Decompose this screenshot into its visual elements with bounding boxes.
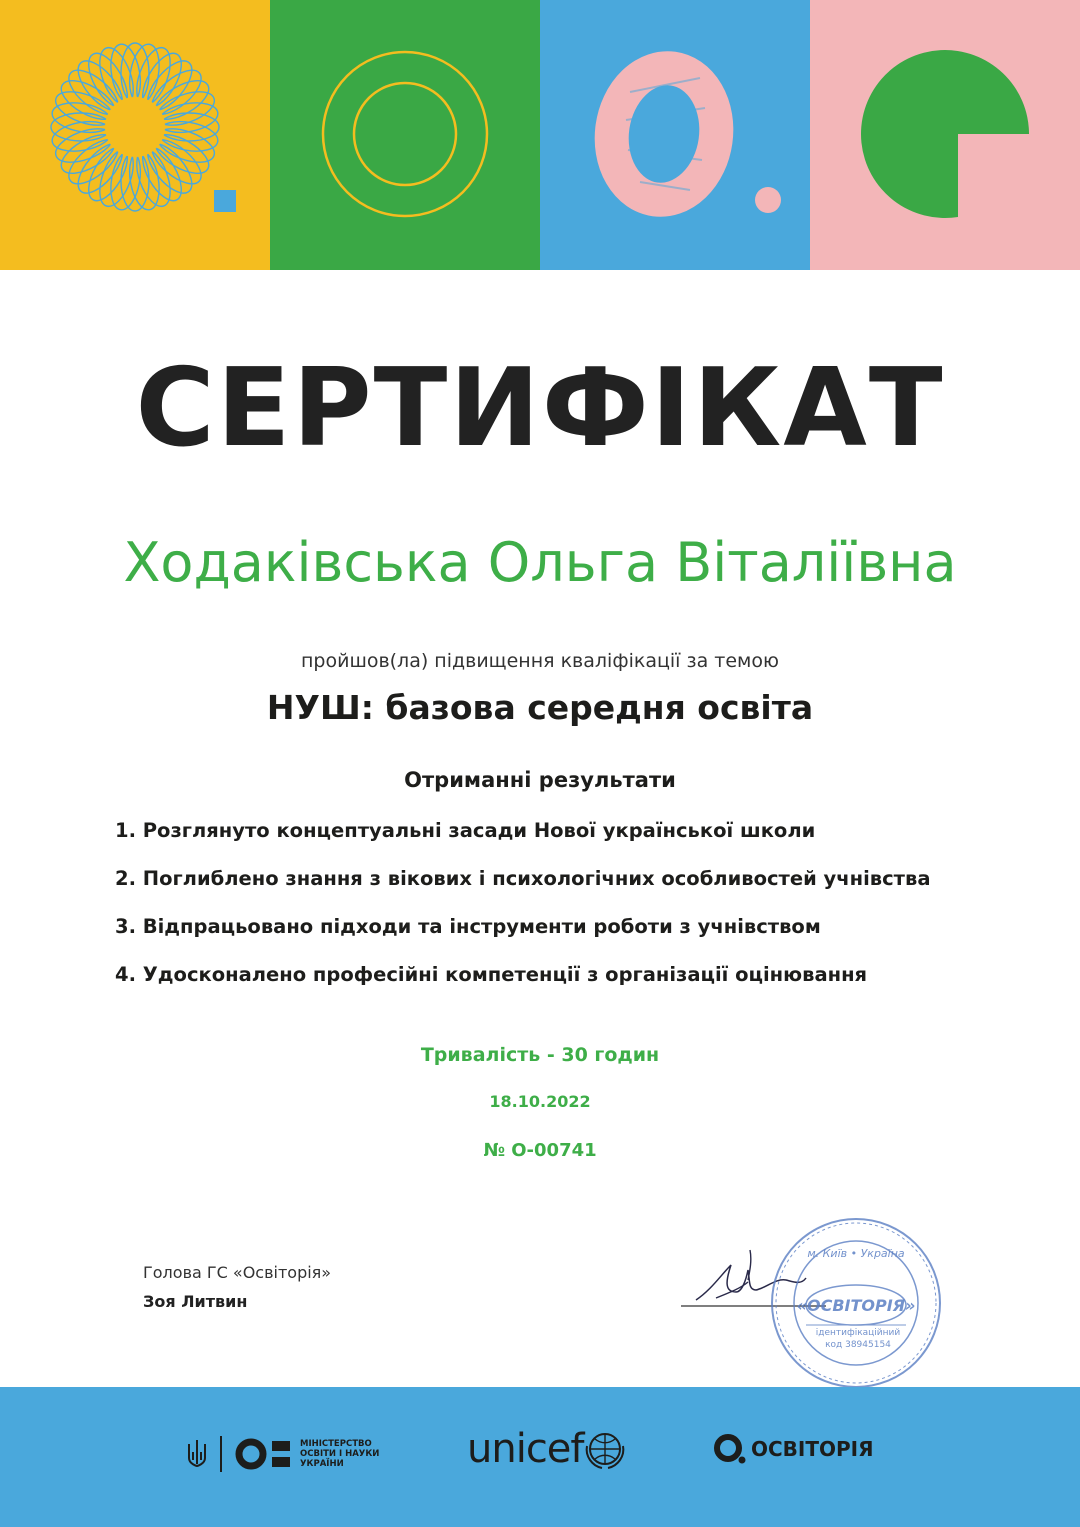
result-item: 4. Удосконалено професійні компетенції з організації оцінювання: [115, 963, 868, 986]
sunflower-petal: [159, 113, 219, 141]
logo-separator: [220, 1436, 222, 1472]
sunflower-petal: [121, 43, 149, 103]
osvitoria-o-icon: [713, 1432, 747, 1466]
ministry-name: МІНІСТЕРСТВО ОСВІТИ І НАУКИ УКРАЇНИ: [300, 1439, 380, 1469]
quarter-circle-icon: [810, 0, 1080, 270]
sunflower-icon: [0, 0, 270, 270]
unicef-logo: [467, 1426, 626, 1472]
brush-ring-icon: [540, 0, 810, 270]
svg-text:ідентифікаційний: ідентифікаційний: [815, 1328, 901, 1338]
header-banner: [0, 0, 1080, 270]
svg-text:м. Київ • Україна: м. Київ • Україна: [807, 1247, 905, 1260]
result-item: 3. Відпрацьовано підходи та інструменти роботи з учнівством: [115, 915, 821, 938]
yellow-tile: [0, 0, 270, 270]
results-list: [115, 818, 931, 1010]
recipient-name: Ходаківська Ольга Віталіївна: [123, 531, 957, 594]
unicef-globe-icon: [584, 1428, 626, 1470]
concentric-circles-icon: [270, 0, 540, 270]
signatory-name: Зоя Литвин: [143, 1292, 248, 1311]
result-item: 2. Поглиблено знання з вікових і психологічних особливостей учнівства: [115, 867, 931, 890]
green-tile: [270, 0, 540, 270]
sunflower-center: [105, 97, 165, 157]
trident-icon: [186, 1438, 208, 1470]
signatory-role: Голова ГС «Освіторія»: [143, 1263, 332, 1282]
issue-date: 18.10.2022: [489, 1092, 591, 1111]
sunflower-petal: [121, 151, 149, 211]
svg-text:код 38945154: код 38945154: [825, 1340, 891, 1350]
osvitoria-logo: [713, 1432, 874, 1466]
unicef-wordmark: unicef: [467, 1426, 584, 1472]
certificate-title: СЕРТИФІКАТ: [135, 346, 945, 471]
pink-tile: [810, 0, 1080, 270]
certificate-number: № О-00741: [483, 1140, 597, 1161]
blue-square: [214, 190, 236, 212]
ministry-mark-icon: [234, 1437, 292, 1471]
results-heading: Отриманні результати: [404, 768, 676, 792]
ministry-logo: [186, 1436, 390, 1472]
course-duration: Тривалість - 30 годин: [420, 1044, 660, 1066]
result-item: 1. Розглянуто концептуальні засади Нової української школи: [115, 819, 816, 842]
official-stamp: [766, 1213, 946, 1393]
course-topic: НУШ: базова середня освіта: [266, 688, 814, 727]
course-intro: пройшов(ла) підвищення кваліфікації за темою: [300, 650, 779, 672]
sunflower-petal: [51, 113, 111, 141]
stamp-org: «ОСВІТОРІЯ»: [796, 1296, 916, 1315]
blue-tile: [540, 0, 810, 270]
osvitoria-wordmark: ОСВІТОРІЯ: [751, 1437, 874, 1461]
